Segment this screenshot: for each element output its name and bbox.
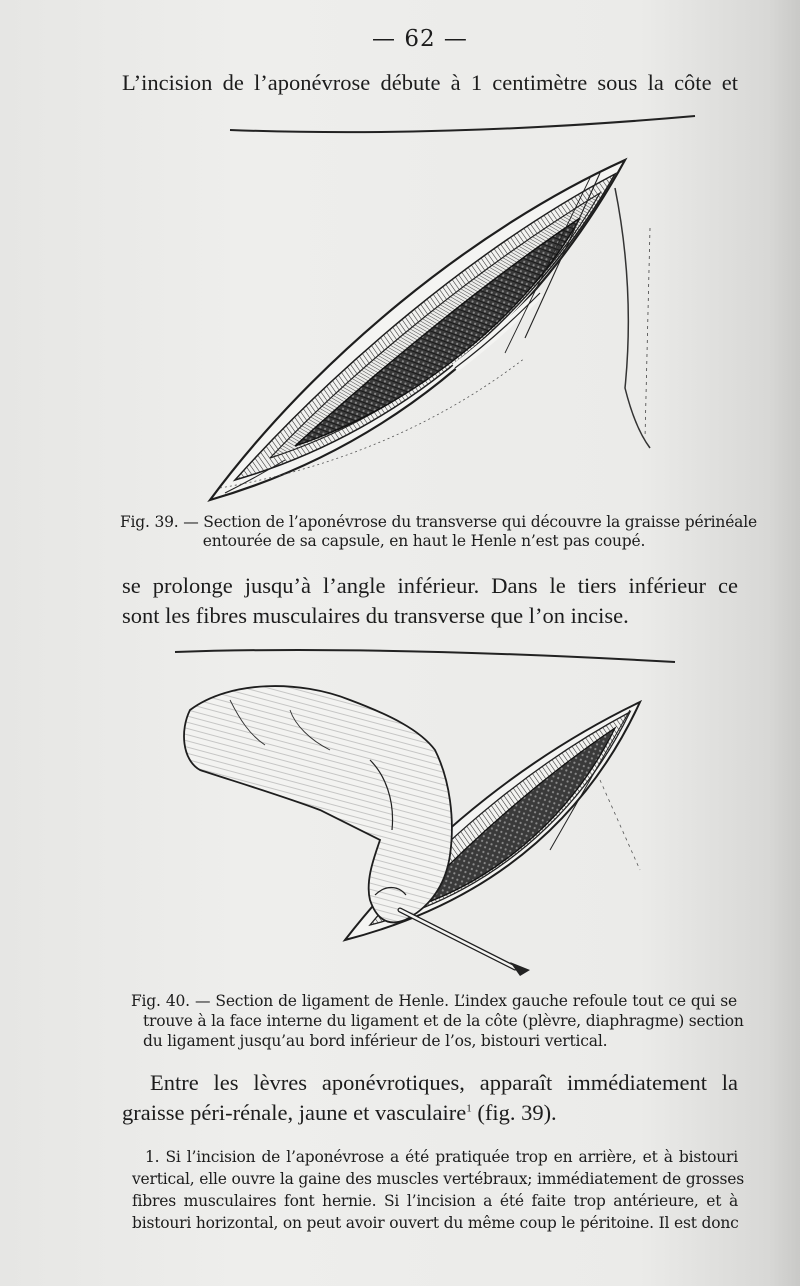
footnote-line-3: fibres musculaires font hernie. Si l’incision a été faite trop antérieure, et à bbox=[132, 1192, 738, 1210]
figure-40-caption-line-2: trouve à la face interne du ligament et de la côte (plèvre, diaphragme) section bbox=[143, 1012, 744, 1030]
footnote-line-4: bistouri horizontal, on peut avoir ouvert du même coup le péritoine. Il est donc bbox=[132, 1214, 739, 1232]
footnote-line-1: 1. Si l’incision de l’aponévrose a été pratiquée trop en arrière, et à bistouri bbox=[145, 1148, 738, 1166]
footnote-marker: 1 bbox=[466, 1102, 472, 1115]
paragraph-middle-line-1: se prolonge jusqu’à l’angle inférieur. Dans le tiers inférieur ce bbox=[122, 573, 738, 598]
figure-39-caption-line-1: Fig. 39. — Section de l’aponévrose du transverse qui découvre la graisse périnéale bbox=[120, 513, 757, 531]
figure-39-caption-line-2: entourée de sa capsule, en haut le Henle n’est pas coupé. bbox=[202, 532, 646, 550]
paragraph-bottom-line-2-text: graisse péri-rénale, jaune et vasculaire bbox=[122, 1100, 467, 1125]
paragraph-bottom-line-2 bbox=[122, 1098, 738, 1128]
figure-40-caption-line-1: Fig. 40. — Section de ligament de Henle. L’index gauche refoule tout ce qui se bbox=[131, 992, 737, 1010]
paragraph-middle-line-2: sont les fibres musculaires du transverse que l’on incise. bbox=[122, 603, 629, 628]
figure-39-illustration bbox=[195, 108, 735, 508]
paragraph-bottom-line-1: Entre les lèvres aponévrotiques, apparaît immédiatement la bbox=[150, 1070, 738, 1095]
figure-40-illustration bbox=[170, 640, 690, 985]
figure-40-caption-line-3: du ligament jusqu’au bord inférieur de l’os, bistouri vertical. bbox=[143, 1032, 608, 1050]
page-number: — 62 — bbox=[372, 26, 468, 52]
paragraph-top-line: L’incision de l’aponévrose débute à 1 centimètre sous la côte et bbox=[122, 70, 738, 95]
figure-reference: (fig. 39). bbox=[471, 1100, 557, 1125]
footnote-line-2: vertical, elle ouvre la gaine des muscles vertébraux; immédiatement de grosses bbox=[132, 1170, 745, 1188]
